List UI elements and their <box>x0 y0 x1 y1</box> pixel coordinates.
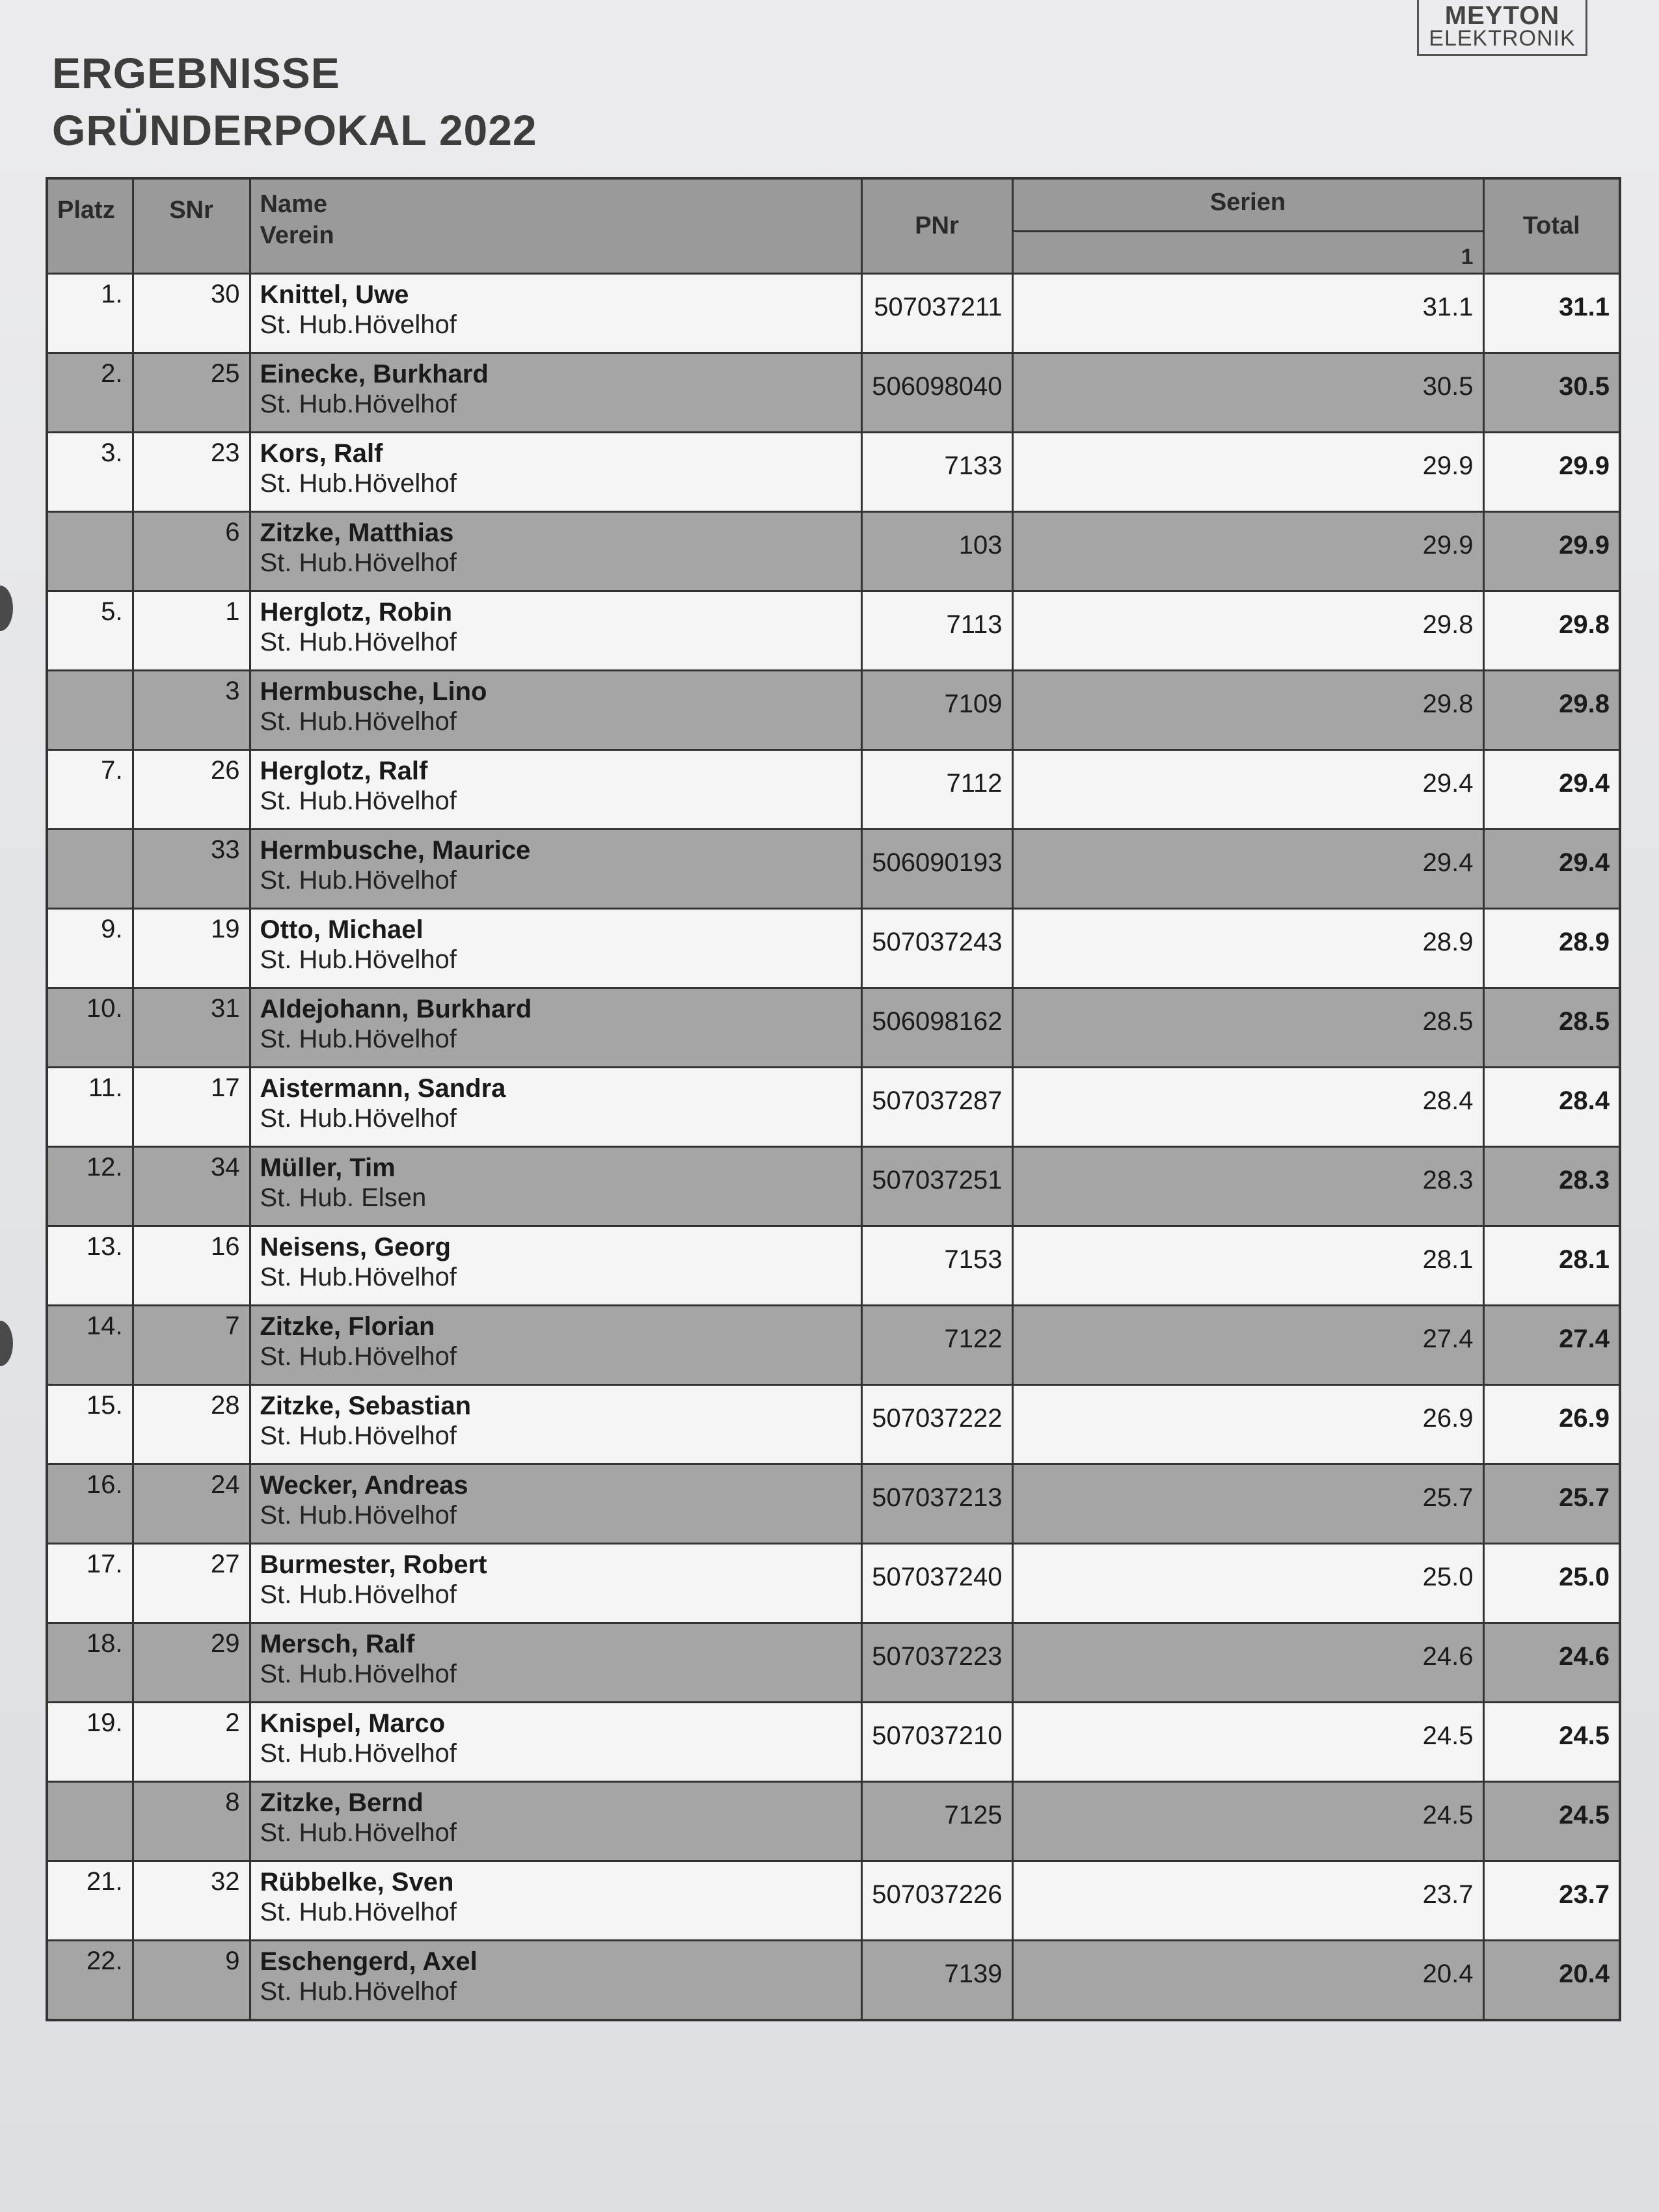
name-verein-cell <box>250 591 861 671</box>
table-row <box>47 1782 1620 1861</box>
serie-1-cell: 25.7 <box>1012 1464 1483 1544</box>
club-name: St. Hub.Hövelhof <box>260 1977 457 2006</box>
table-row <box>47 1623 1620 1703</box>
club-name: St. Hub.Hövelhof <box>260 1580 457 1609</box>
table-row <box>47 591 1620 671</box>
total-cell: 29.8 <box>1483 671 1620 750</box>
pnr-cell: 7153 <box>861 1226 1012 1306</box>
shooter-name: Zitzke, Florian <box>260 1312 435 1341</box>
name-verein-cell <box>250 1623 861 1703</box>
header-serien: Serien <box>1012 178 1483 232</box>
club-name: St. Hub.Hövelhof <box>260 1025 457 1053</box>
name-verein-cell <box>250 671 861 750</box>
serie-1-cell: 23.7 <box>1012 1861 1483 1941</box>
pnr-cell: 507037287 <box>861 1068 1012 1147</box>
shooter-name: Müller, Tim <box>260 1153 396 1182</box>
serie-1-cell: 24.6 <box>1012 1623 1483 1703</box>
platz-cell: 9. <box>47 909 133 988</box>
total-cell: 25.7 <box>1483 1464 1620 1544</box>
header-name: Name <box>260 191 327 218</box>
serie-1-cell: 29.9 <box>1012 433 1483 512</box>
pnr-cell: 7125 <box>861 1782 1012 1861</box>
total-cell: 26.9 <box>1483 1385 1620 1464</box>
pnr-cell: 7109 <box>861 671 1012 750</box>
name-verein-cell <box>250 274 861 353</box>
header-row <box>47 178 1620 232</box>
shooter-name: Neisens, Georg <box>260 1233 451 1261</box>
total-cell: 24.5 <box>1483 1782 1620 1861</box>
name-verein-cell <box>250 1703 861 1782</box>
platz-cell: 10. <box>47 988 133 1068</box>
serie-1-cell: 31.1 <box>1012 274 1483 353</box>
logo-line-1: MEYTON <box>1444 1 1560 30</box>
total-cell: 30.5 <box>1483 353 1620 433</box>
table-row <box>47 909 1620 988</box>
total-cell: 29.8 <box>1483 591 1620 671</box>
snr-cell: 32 <box>133 1861 250 1941</box>
serie-1-cell: 28.1 <box>1012 1226 1483 1306</box>
table-row <box>47 274 1620 353</box>
serie-1-cell: 27.4 <box>1012 1306 1483 1385</box>
platz-cell <box>47 1782 133 1861</box>
total-cell: 23.7 <box>1483 1861 1620 1941</box>
snr-cell: 17 <box>133 1068 250 1147</box>
shooter-name: Rübbelke, Sven <box>260 1868 454 1896</box>
serie-1-cell: 28.9 <box>1012 909 1483 988</box>
name-verein-cell <box>250 512 861 591</box>
serie-1-cell: 29.8 <box>1012 671 1483 750</box>
table-row <box>47 830 1620 909</box>
header-serie-1: 1 <box>1012 232 1483 274</box>
club-name: St. Hub.Hövelhof <box>260 310 457 339</box>
header-name-verein <box>250 178 861 274</box>
shooter-name: Herglotz, Robin <box>260 598 453 627</box>
table-row <box>47 1306 1620 1385</box>
results-table <box>46 177 1621 2021</box>
platz-cell <box>47 512 133 591</box>
pnr-cell: 103 <box>861 512 1012 591</box>
table-row <box>47 1068 1620 1147</box>
shooter-name: Aldejohann, Burkhard <box>260 995 532 1023</box>
shooter-name: Aistermann, Sandra <box>260 1074 506 1103</box>
platz-cell: 3. <box>47 433 133 512</box>
snr-cell: 19 <box>133 909 250 988</box>
platz-cell: 7. <box>47 750 133 830</box>
club-name: St. Hub.Hövelhof <box>260 1898 457 1926</box>
pnr-cell: 7133 <box>861 433 1012 512</box>
shooter-name: Wecker, Andreas <box>260 1471 468 1500</box>
platz-cell <box>47 671 133 750</box>
snr-cell: 26 <box>133 750 250 830</box>
table-row <box>47 1147 1620 1226</box>
total-cell: 31.1 <box>1483 274 1620 353</box>
club-name: St. Hub.Hövelhof <box>260 1104 457 1133</box>
snr-cell: 1 <box>133 591 250 671</box>
snr-cell: 24 <box>133 1464 250 1544</box>
total-cell: 28.9 <box>1483 909 1620 988</box>
pnr-cell: 506098162 <box>861 988 1012 1068</box>
total-cell: 28.3 <box>1483 1147 1620 1226</box>
table-row <box>47 1861 1620 1941</box>
total-cell: 29.4 <box>1483 750 1620 830</box>
club-name: St. Hub.Hövelhof <box>260 945 457 974</box>
name-verein-cell <box>250 1464 861 1544</box>
meyton-logo <box>1417 0 1587 56</box>
pnr-cell: 507037243 <box>861 909 1012 988</box>
club-name: St. Hub.Hövelhof <box>260 866 457 895</box>
platz-cell: 18. <box>47 1623 133 1703</box>
name-verein-cell <box>250 909 861 988</box>
snr-cell: 30 <box>133 274 250 353</box>
shooter-name: Otto, Michael <box>260 915 424 944</box>
platz-cell: 13. <box>47 1226 133 1306</box>
serie-1-cell: 29.4 <box>1012 830 1483 909</box>
name-verein-cell <box>250 353 861 433</box>
total-cell: 24.6 <box>1483 1623 1620 1703</box>
table-row <box>47 671 1620 750</box>
shooter-name: Knispel, Marco <box>260 1709 446 1738</box>
snr-cell: 7 <box>133 1306 250 1385</box>
name-verein-cell <box>250 1782 861 1861</box>
total-cell: 28.4 <box>1483 1068 1620 1147</box>
pnr-cell: 507037211 <box>861 274 1012 353</box>
club-name: St. Hub.Hövelhof <box>260 469 457 498</box>
table-row <box>47 1544 1620 1623</box>
total-cell: 28.5 <box>1483 988 1620 1068</box>
snr-cell: 27 <box>133 1544 250 1623</box>
total-cell: 29.4 <box>1483 830 1620 909</box>
club-name: St. Hub.Hövelhof <box>260 707 457 736</box>
serie-1-cell: 30.5 <box>1012 353 1483 433</box>
platz-cell: 12. <box>47 1147 133 1226</box>
club-name: St. Hub. Elsen <box>260 1183 427 1212</box>
table-row <box>47 512 1620 591</box>
pnr-cell: 507037213 <box>861 1464 1012 1544</box>
platz-cell: 1. <box>47 274 133 353</box>
serie-1-cell: 25.0 <box>1012 1544 1483 1623</box>
total-cell: 29.9 <box>1483 433 1620 512</box>
shooter-name: Zitzke, Matthias <box>260 519 454 547</box>
name-verein-cell <box>250 1941 861 2020</box>
name-verein-cell <box>250 830 861 909</box>
results-body <box>47 274 1620 2020</box>
pnr-cell: 507037210 <box>861 1703 1012 1782</box>
table-row <box>47 1226 1620 1306</box>
snr-cell: 33 <box>133 830 250 909</box>
table-row <box>47 1464 1620 1544</box>
serie-1-cell: 28.4 <box>1012 1068 1483 1147</box>
platz-cell: 14. <box>47 1306 133 1385</box>
club-name: St. Hub.Hövelhof <box>260 628 457 656</box>
platz-cell: 21. <box>47 1861 133 1941</box>
serie-1-cell: 28.3 <box>1012 1147 1483 1226</box>
pnr-cell: 7112 <box>861 750 1012 830</box>
name-verein-cell <box>250 1226 861 1306</box>
club-name: St. Hub.Hövelhof <box>260 1263 457 1291</box>
total-cell: 20.4 <box>1483 1941 1620 2020</box>
snr-cell: 34 <box>133 1147 250 1226</box>
header-total: Total <box>1483 178 1620 274</box>
snr-cell: 25 <box>133 353 250 433</box>
platz-cell: 16. <box>47 1464 133 1544</box>
club-name: St. Hub.Hövelhof <box>260 1818 457 1847</box>
serie-1-cell: 29.8 <box>1012 591 1483 671</box>
pnr-cell: 507037223 <box>861 1623 1012 1703</box>
table-row <box>47 1941 1620 2020</box>
table-row <box>47 750 1620 830</box>
name-verein-cell <box>250 1385 861 1464</box>
pnr-cell: 507037226 <box>861 1861 1012 1941</box>
pnr-cell: 7122 <box>861 1306 1012 1385</box>
pnr-cell: 506090193 <box>861 830 1012 909</box>
pnr-cell: 507037222 <box>861 1385 1012 1464</box>
total-cell: 25.0 <box>1483 1544 1620 1623</box>
platz-cell: 2. <box>47 353 133 433</box>
header-snr: SNr <box>133 178 250 274</box>
snr-cell: 8 <box>133 1782 250 1861</box>
header-verein: Verein <box>260 222 334 249</box>
shooter-name: Einecke, Burkhard <box>260 360 489 388</box>
shooter-name: Hermbusche, Lino <box>260 677 487 706</box>
serie-1-cell: 24.5 <box>1012 1782 1483 1861</box>
club-name: St. Hub.Hövelhof <box>260 1422 457 1450</box>
name-verein-cell <box>250 1544 861 1623</box>
snr-cell: 16 <box>133 1226 250 1306</box>
platz-cell: 17. <box>47 1544 133 1623</box>
snr-cell: 6 <box>133 512 250 591</box>
shooter-name: Burmester, Robert <box>260 1550 487 1579</box>
document-title <box>52 44 537 159</box>
name-verein-cell <box>250 1861 861 1941</box>
serie-1-cell: 20.4 <box>1012 1941 1483 2020</box>
pnr-cell: 506098040 <box>861 353 1012 433</box>
snr-cell: 29 <box>133 1623 250 1703</box>
club-name: St. Hub.Hövelhof <box>260 548 457 577</box>
total-cell: 27.4 <box>1483 1306 1620 1385</box>
club-name: St. Hub.Hövelhof <box>260 390 457 418</box>
platz-cell: 11. <box>47 1068 133 1147</box>
name-verein-cell <box>250 1306 861 1385</box>
serie-1-cell: 29.9 <box>1012 512 1483 591</box>
platz-cell <box>47 830 133 909</box>
name-verein-cell <box>250 1147 861 1226</box>
shooter-name: Kors, Ralf <box>260 439 383 468</box>
table-row <box>47 353 1620 433</box>
header-platz: Platz <box>47 178 133 274</box>
pnr-cell: 507037240 <box>861 1544 1012 1623</box>
platz-cell: 22. <box>47 1941 133 2020</box>
punch-hole-icon <box>0 1321 13 1366</box>
club-name: St. Hub.Hövelhof <box>260 1739 457 1768</box>
snr-cell: 9 <box>133 1941 250 2020</box>
club-name: St. Hub.Hövelhof <box>260 1342 457 1371</box>
shooter-name: Herglotz, Ralf <box>260 757 428 785</box>
table-row <box>47 433 1620 512</box>
serie-1-cell: 26.9 <box>1012 1385 1483 1464</box>
total-cell: 28.1 <box>1483 1226 1620 1306</box>
shooter-name: Zitzke, Sebastian <box>260 1392 472 1420</box>
punch-hole-icon <box>0 586 13 631</box>
pnr-cell: 507037251 <box>861 1147 1012 1226</box>
snr-cell: 23 <box>133 433 250 512</box>
club-name: St. Hub.Hövelhof <box>260 1501 457 1530</box>
platz-cell: 19. <box>47 1703 133 1782</box>
snr-cell: 3 <box>133 671 250 750</box>
title-line-2: GRÜNDERPOKAL 2022 <box>52 106 537 154</box>
total-cell: 24.5 <box>1483 1703 1620 1782</box>
name-verein-cell <box>250 750 861 830</box>
title-line-1: ERGEBNISSE <box>52 49 340 97</box>
shooter-name: Eschengerd, Axel <box>260 1947 478 1976</box>
shooter-name: Zitzke, Bernd <box>260 1788 424 1817</box>
pnr-cell: 7113 <box>861 591 1012 671</box>
serie-1-cell: 28.5 <box>1012 988 1483 1068</box>
platz-cell: 5. <box>47 591 133 671</box>
pnr-cell: 7139 <box>861 1941 1012 2020</box>
shooter-name: Mersch, Ralf <box>260 1630 415 1658</box>
name-verein-cell <box>250 433 861 512</box>
platz-cell: 15. <box>47 1385 133 1464</box>
logo-line-2: ELEKTRONIK <box>1429 26 1576 51</box>
name-verein-cell <box>250 988 861 1068</box>
header-pnr: PNr <box>861 178 1012 274</box>
shooter-name: Hermbusche, Maurice <box>260 836 531 865</box>
club-name: St. Hub.Hövelhof <box>260 787 457 815</box>
total-cell: 29.9 <box>1483 512 1620 591</box>
snr-cell: 2 <box>133 1703 250 1782</box>
shooter-name: Knittel, Uwe <box>260 280 409 309</box>
snr-cell: 31 <box>133 988 250 1068</box>
table-row <box>47 1703 1620 1782</box>
snr-cell: 28 <box>133 1385 250 1464</box>
name-verein-cell <box>250 1068 861 1147</box>
club-name: St. Hub.Hövelhof <box>260 1660 457 1688</box>
serie-1-cell: 24.5 <box>1012 1703 1483 1782</box>
table-row <box>47 1385 1620 1464</box>
table-row <box>47 988 1620 1068</box>
serie-1-cell: 29.4 <box>1012 750 1483 830</box>
